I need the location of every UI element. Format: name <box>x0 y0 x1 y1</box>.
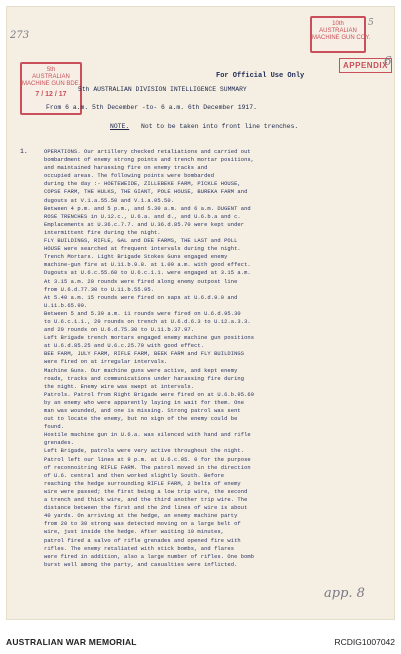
text-line: occupied areas. The following points were bombarded <box>44 173 215 180</box>
text-line: at U.6.d.85.25 and U.6.c.25.70 with good effect. <box>44 343 205 350</box>
text-line: the night. Enemy wire was swept at intervals. <box>44 383 195 390</box>
text-line: 40 yards. On arriving at the hedge, an enemy machine party <box>44 513 238 520</box>
text-line: Trench Mortars. Light Brigade Stokes Guns engaged enemy <box>44 254 228 261</box>
archive-name: AUSTRALIAN WAR MEMORIAL <box>6 637 137 647</box>
note-line <box>110 123 298 130</box>
text-line: Between 5 and 5.30 a.m. 11 rounds were fired on U.6.d.95.30 <box>44 310 241 317</box>
stamp-line: MACHINE GUN COY. <box>312 35 371 41</box>
text-line: out to locate the enemy, but no sign of the enemy could be <box>44 416 238 423</box>
text-line: and 20 rounds on U.6.d.75.30 to U.11.b.37.97. <box>44 327 195 334</box>
text-line: Left Brigade trench mortars engaged enemy machine gun positions <box>44 335 255 342</box>
text-line: reaching the hedge surrounding RIFLE FARM, 2 belts of enemy <box>44 480 241 487</box>
text-line: from U.6.d.77.30 to U.11.b.55.95. <box>44 286 155 293</box>
note-label: NOTE. <box>110 123 130 130</box>
appendix-label: APPENDIX <box>343 61 388 70</box>
text-line: roads, tracks and communications under harassing fire during <box>44 375 245 382</box>
text-line: machine-gun fire at U.11.b.9.8. at 1.00 a.m. with good effect. <box>44 262 251 269</box>
pencil-bottom-note: app. 8 <box>324 586 365 601</box>
text-line: of U.6. central and then worked slightly South. Before <box>44 472 225 479</box>
text-line: Between 4 p.m. and 5 p.m., and 5.30 a.m. and 6 a.m. DUGENT and <box>44 205 251 212</box>
text-line: BEE FARM, JULY FARM, RIFLE FARM, BEEK FARM and FLY BUILDINGS <box>44 351 245 358</box>
text-line: a trench and thick wire, and the third another trip wire. The <box>44 497 248 504</box>
machine-gun-coy-stamp <box>310 16 371 53</box>
text-line: ROSE TRENCHES in U.12.c., U.6.a. and d., and U.6.b.a and c. <box>44 213 241 220</box>
stamp-line: 5th <box>46 67 56 73</box>
summary-heading: 5th AUSTRALIAN DIVISION INTELLIGENCE SUMMARY <box>78 86 247 93</box>
text-line: burst well among the party, and casualties were inflicted. <box>44 561 238 568</box>
text-line: to U.6.c.1.1., 20 rounds on trench at U.6.d.6.3 to U.12.a.3.3. <box>44 318 251 325</box>
document-page <box>6 6 395 620</box>
text-line: wire were passed; the first being a low trip wire, the second <box>44 488 248 495</box>
text-line: from 20 to 30 strong was detected moving on a large belt of <box>44 521 241 528</box>
text-line: At 3.15 a.m. 20 rounds were fired along enemy outpost line <box>44 278 238 285</box>
text-line: patrol fired a salvo of rifle grenades and opened fire with <box>44 537 241 544</box>
summary-period: From 6 a.m. 5th December -to- 6 a.m. 6th December 1917. <box>46 104 257 111</box>
archive-reference: RCDIG1007042 <box>334 637 395 647</box>
archive-footer <box>0 633 401 654</box>
text-line: Emplacements at U.36.c.7.7. and U.36.d.85.70 were kept under <box>44 221 245 228</box>
text-line: COPSE FARM, THE HULKS, THE GIANT, POLE HOUSE, BUREKA FARM and <box>44 189 248 196</box>
stamp-line: 10th <box>332 21 344 27</box>
text-line: Left Brigade, patrols were very active throughout the night. <box>44 448 245 455</box>
stamp-line: MACHINE GUN BDE. <box>22 81 81 87</box>
text-line: dugouts at V.1.a.55.50 and V.1.a.05.50. <box>44 197 175 204</box>
text-line: Dugouts at U.6.c.55.60 to U.6.c.1.1. were engaged at 3.15 a.m. <box>44 270 251 277</box>
text-line: U.11.b.65.90. <box>44 302 88 309</box>
text-line: wire, just inside the hedge. After waiting 10 minutes, <box>44 529 225 536</box>
stamp-date: 7 / 12 / 17 <box>35 91 67 98</box>
section-number: 1. <box>20 148 28 155</box>
pencil-page-number: 273 <box>10 30 30 41</box>
text-line: intermittent fire during the night. <box>44 229 161 236</box>
text-line: man was wounded, and one is missing. Strong patrol was sent <box>44 408 241 414</box>
text-line: were fired on at irregular intervals. <box>44 359 168 366</box>
pencil-appendix-number: 6 <box>384 54 392 68</box>
pencil-corner-number: 5 <box>368 18 374 28</box>
text-line: grenades. <box>44 440 75 447</box>
text-line: and maintained harassing fire on enemy tracks and <box>44 165 208 172</box>
text-line: rifles. The enemy retaliated with stick bombs, and flares <box>44 545 235 552</box>
stamp-line: AUSTRALIAN <box>32 74 70 80</box>
text-line: by an enemy who were apparently laying in wait for them. One <box>44 399 245 406</box>
text-line: were fired in addition, also a large number of rifles. One bomb <box>44 553 255 560</box>
text-line: HOUSE were searched at frequent intervals during the night. <box>44 246 241 253</box>
text-line: FLY BUILDINGS, RIFLE, GAL and DEE FARMS, THE LAST and POLL <box>44 238 238 245</box>
text-line: during the day :- HOETEWEIDE, ZILLEBEKE FARM, PICKLE HOUSE, <box>44 181 241 188</box>
text-line: Patrol left our lines at 9 p.m. at U.6.c.05. 0 for the purpose <box>44 456 251 463</box>
text-line: OPERATIONS. Our artillery checked retaliations and carried out <box>44 149 251 155</box>
text-line: bombardment of enemy strong points and trench mortar positions, <box>44 157 255 164</box>
official-use-notice: For Official Use Only <box>216 72 305 80</box>
note-text: Not to be taken into front line trenches. <box>141 123 299 130</box>
text-line: Patrols. Patrol from Right Brigade were fired on at U.6.b.95.60 <box>44 391 255 398</box>
text-line: Machine Guns. Our machine guns were active, and kept enemy <box>44 367 238 374</box>
stamp-line: AUSTRALIAN <box>319 28 357 34</box>
text-line: of reconnoitring RIFLE FARM. The patrol moved in the direction <box>44 464 251 471</box>
text-line: distance between the first and the 2nd lines of wire is about <box>44 505 248 512</box>
text-line: Hostile machine gun in U.6.a. was silenced with hand and rifle <box>44 432 251 439</box>
text-line: At 5.40 a.m. 15 rounds were fired on saps at U.6.d.9.0 and <box>44 294 238 301</box>
operations-text <box>44 148 360 569</box>
text-line: found. <box>44 424 65 431</box>
